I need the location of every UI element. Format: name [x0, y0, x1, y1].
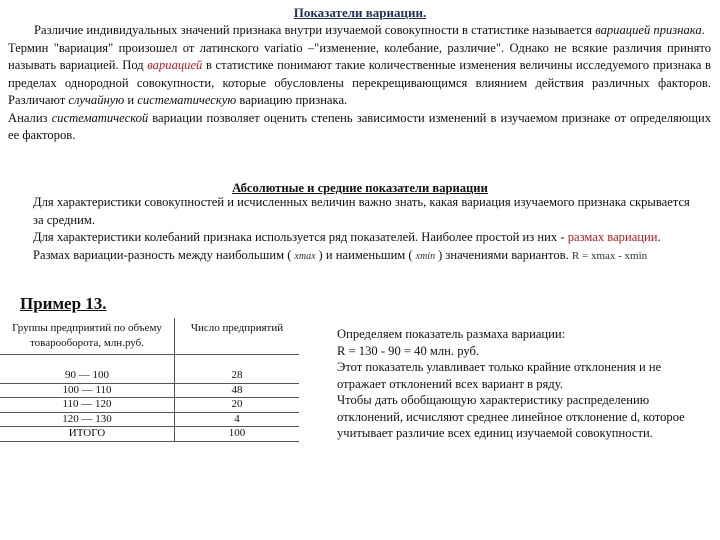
intro-paragraph-2: Термин "вариация" произошел от латинского variatio –"изменение, колебание, различие". Однако не всякие различия принято называть вариацией. Под вариацией в статистике понимают такие количественные изменения величины исследуемого признака в пределах однородной совокупности, которые обусловлены перекрещивающимся влиянием действия различных факторов. Различают случайную и систематическую вариацию признака. [8, 40, 711, 107]
note-line-4: Чтобы дать обобщающую характеристику распределению отклонений, исчисляют среднее линейное отклонение d, которое учитывает различие всех единиц изучаемой совокупности. [337, 393, 685, 440]
group-cell: 90 — 100 [0, 369, 175, 383]
term-variation-red: вариацией [147, 58, 203, 72]
table-header-row [0, 318, 299, 355]
count-cell: 20 [175, 398, 300, 413]
section-paragraph-3: Размах вариации-разность между наибольшим ( xmax ) и наименьшим ( xmin ) значениями вариантов. R = xmax - xmin [33, 247, 703, 266]
term-random: случайную [68, 93, 125, 107]
term-systematic: систематическую [137, 93, 237, 107]
table-row [0, 412, 299, 427]
term-variation: вариацией признака [595, 23, 702, 37]
section-paragraph-1: Для характеристики совокупностей и исчисленных величин важно знать, какая вариация изучаемого признака скрывается за средним. [33, 195, 690, 227]
intro-paragraph-1: Различие индивидуальных значений признака внутри изучаемой совокупности в статистике называется вариацией признака. [34, 23, 705, 37]
count-cell: 4 [175, 412, 300, 427]
range-term: размах вариации [567, 230, 658, 244]
count-cell: 28 [175, 369, 300, 383]
group-cell: 100 — 110 [0, 383, 175, 398]
note-line-1: Определяем показатель размаха вариации: [337, 327, 566, 341]
xmin-symbol: xmin [415, 250, 436, 262]
xmax-symbol: xmax [294, 250, 316, 262]
section-title: Абсолютные и средние показатели вариации [232, 181, 488, 195]
table-spacer-row [0, 355, 299, 370]
intro-text [8, 22, 711, 145]
count-cell: 48 [175, 383, 300, 398]
header-count: Число предприятий [175, 318, 300, 355]
explanation-note [337, 326, 687, 442]
section-paragraph-2: Для характеристики колебаний признака используется ряд показателей. Наиболее простой из них - размах вариации. [33, 230, 661, 244]
page-title: Показатели вариации. [293, 5, 427, 20]
table-row [0, 369, 299, 383]
note-line-2: R = 130 - 90 = 40 млн. руб. [337, 343, 480, 358]
example-title: Пример 13. [20, 294, 107, 313]
term-systematic-2: систематической [51, 110, 149, 125]
range-formula: R = xmax - xmin [571, 249, 648, 262]
enterprise-groups-table [0, 318, 299, 442]
table-row [0, 398, 299, 413]
group-cell: 120 — 130 [0, 412, 175, 427]
total-value-cell: 100 [175, 427, 300, 442]
intro-paragraph-3: Анализ систематической вариации позволяет оценить степень зависимости изменений в изучаемом признаке от определяющих ее факторов. [8, 110, 711, 142]
group-cell: 110 — 120 [0, 398, 175, 413]
note-line-3: Этот показатель улавливает только крайние отклонения и не отражает отклонений всех вариант в ряду. [337, 360, 662, 391]
section-body [33, 194, 703, 265]
table-total-row [0, 427, 299, 442]
header-groups: Группы предприятий по объему товарооборота, млн.руб. [0, 318, 175, 355]
table-row [0, 383, 299, 398]
total-label-cell: ИТОГО [0, 427, 175, 442]
